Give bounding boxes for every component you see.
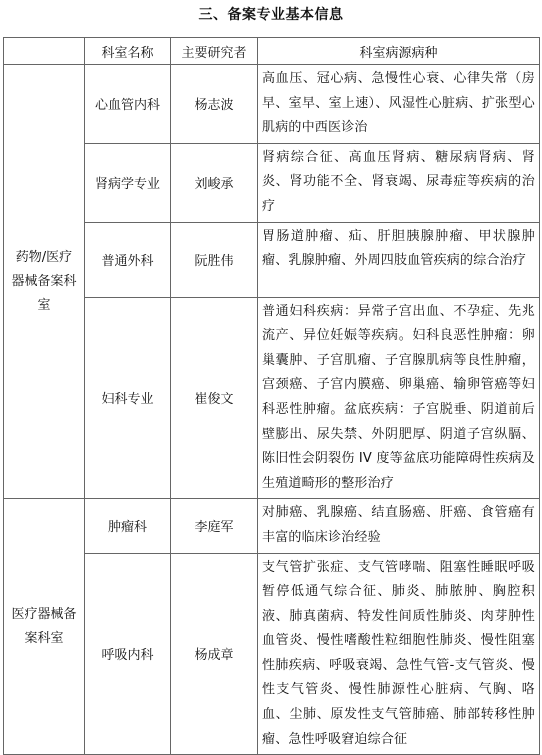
table-row: [4, 553, 540, 755]
investigator-name: 崔俊文: [171, 297, 258, 499]
header-dept-name: 科室名称: [85, 38, 171, 65]
disease-list: 肾病综合征、高血压肾病、糖尿病肾病、肾炎、肾功能不全、肾衰竭、尿毒症等疾病的治疗: [258, 143, 540, 222]
table-row: [4, 297, 540, 499]
section-title: 三、备案专业基本信息: [198, 7, 344, 23]
disease-list: 胃肠道肿瘤、疝、肝胆胰腺肿瘤、甲状腺肿瘤、乳腺肿瘤、外周四肢血管疾病的综合治疗: [258, 222, 540, 297]
dept-name: 心血管内科: [85, 65, 171, 144]
disease-list: 对肺癌、乳腺癌、结直肠癌、肝癌、食管癌有丰富的临床诊治经验: [258, 499, 540, 553]
group-label-drug-device: 药物/医疗器械备案科室: [4, 65, 85, 499]
dept-name: 普通外科: [85, 222, 171, 297]
investigator-name: 杨成章: [171, 553, 258, 755]
dept-name: 呼吸内科: [85, 553, 171, 755]
table-row: [4, 65, 540, 144]
investigator-name: 刘峻承: [171, 143, 258, 222]
investigator-name: 李庭军: [171, 499, 258, 553]
dept-name: 妇科专业: [85, 297, 171, 499]
table-row: [4, 143, 540, 222]
dept-name: 肿瘤科: [85, 499, 171, 553]
header-diseases: 科室病源病种: [258, 38, 540, 65]
table-header-row: [4, 38, 540, 65]
disease-list: 普通妇科疾病：异常子宫出血、不孕症、先兆流产、异位妊娠等疾病。妇科良恶性肿瘤：卵巢囊肿、子宫肌瘤、子宫腺肌病等良性肿瘤，宫颈癌、子宫内膜癌、卵巢癌、输卵管癌等妇科恶性肿瘤。盆底疾病：子宫脱垂、阴道前后壁膨出、尿失禁、外阴肥厚、阴道子宫纵膈、陈旧性会阴裂伤 IV 度等盆底功能障碍性疾病及生殖道畸形的整形治疗: [258, 297, 540, 499]
header-blank: [4, 38, 85, 65]
disease-list: 支气管扩张症、支气管哮喘、阻塞性睡眠呼吸暂停低通气综合征、肺炎、肺脓肿、胸腔积液、肺真菌病、特发性间质性肺炎、肉芽肿性血管炎、慢性嗜酸性粒细胞性肺炎、慢性阻塞性肺疾病、呼吸衰竭、急性气管-支气管炎、慢性支气管炎、慢性肺源性心脏病、气胸、咯血、尘肺、原发性支气管肺癌、肺部转移性肿瘤、急性呼吸窘迫综合征: [258, 553, 540, 755]
dept-name: 肾病学专业: [85, 143, 171, 222]
table-row: [4, 222, 540, 297]
investigator-name: 杨志波: [171, 65, 258, 144]
disease-list: 高血压、冠心病、急慢性心衰、心律失常（房早、室早、室上速）、风湿性心脏病、扩张型心肌病的中西医诊治: [258, 65, 540, 144]
registered-departments-table: [3, 37, 540, 755]
investigator-name: 阮胜伟: [171, 222, 258, 297]
group-label-device: 医疗器械备案科室: [4, 499, 85, 755]
header-investigator: 主要研究者: [171, 38, 258, 65]
table-row: [4, 499, 540, 553]
